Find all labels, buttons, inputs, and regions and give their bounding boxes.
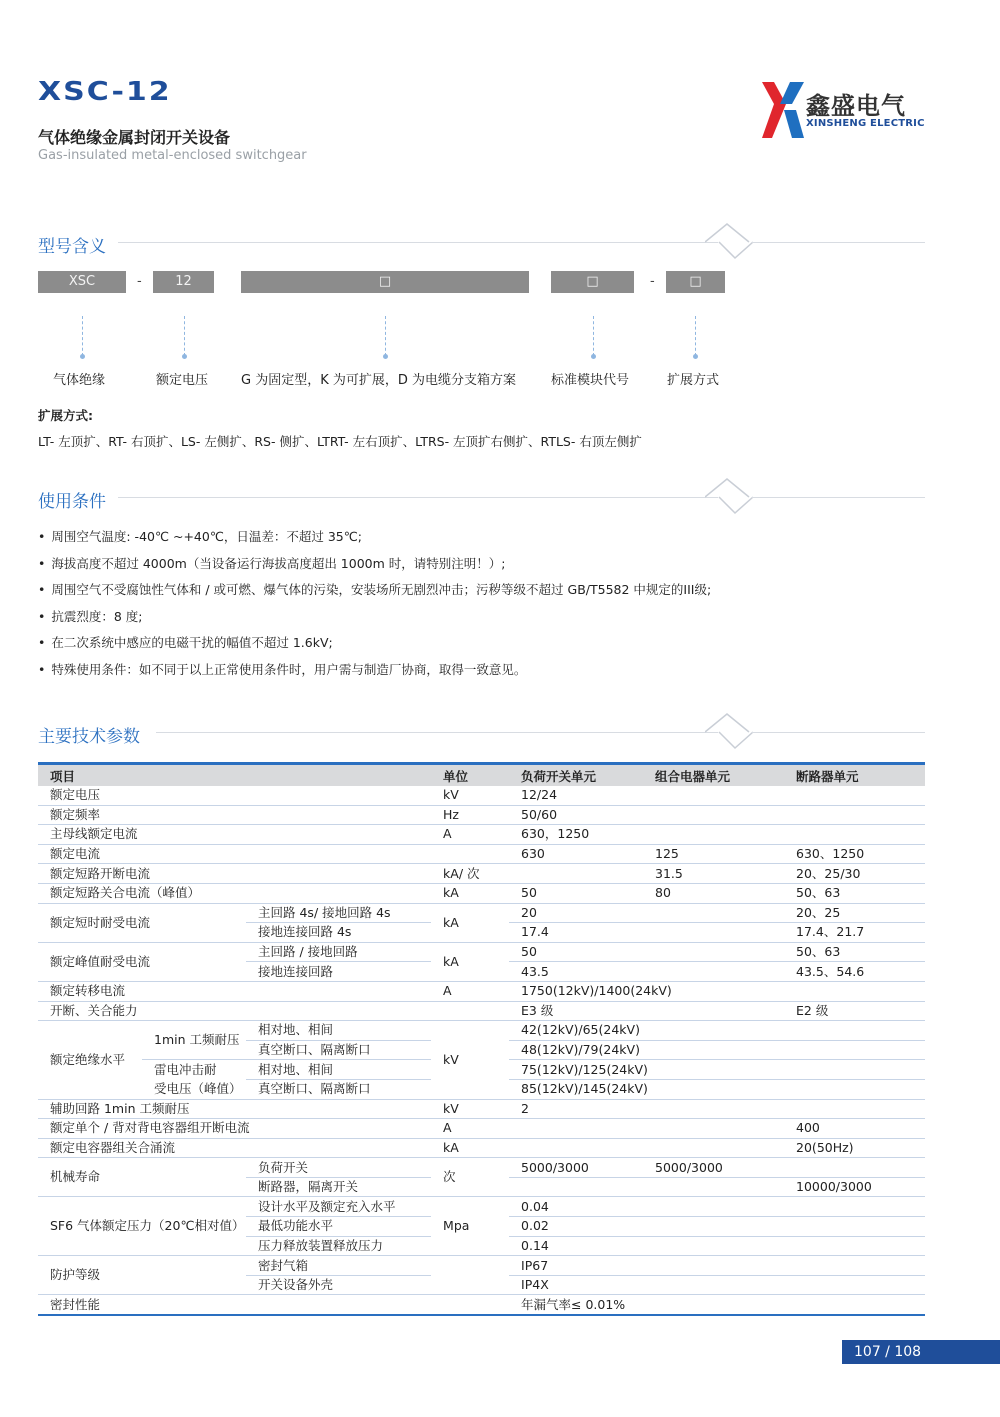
cell: 50、63 [784, 883, 925, 903]
cell [643, 942, 784, 962]
cell: 0.14 [509, 1236, 925, 1256]
extension-text: LT- 左顶扩、RT- 右顶扩、LS- 左侧扩、RS- 侧扩、LTRT- 左右顶扩、LTRS- 左顶扩右侧扩、RTLS- 右顶左侧扩 [38, 434, 642, 449]
cell: 额定短时耐受电流 [38, 903, 246, 942]
cell: 20 [509, 903, 643, 923]
conditions-list [38, 524, 711, 684]
table-row [38, 883, 925, 903]
cell: kA/ 次 [431, 864, 509, 884]
cell: kV [431, 1099, 509, 1119]
table-row [38, 1256, 925, 1276]
model-box-voltage: 12 [153, 271, 214, 293]
connector-line [82, 316, 84, 356]
extension-title: 扩展方式: [38, 408, 93, 423]
cell: 接地连接回路 [246, 962, 431, 982]
cell [643, 1138, 784, 1158]
model-label-extension: 扩展方式 [667, 373, 720, 388]
cell: 最低功能水平 [246, 1217, 431, 1237]
cell: kA [431, 883, 509, 903]
table-row [38, 805, 925, 825]
cell: 压力释放装置释放压力 [246, 1236, 431, 1256]
connector-dot [80, 354, 85, 359]
cell: 防护等级 [38, 1256, 246, 1295]
header-combination: 组合电器单元 [643, 764, 784, 787]
section-divider [752, 242, 925, 243]
table-row [38, 825, 925, 845]
cell: 负荷开关 [246, 1158, 431, 1178]
cell: 1min 工频耐压 [142, 1021, 246, 1060]
cell: 5000/3000 [509, 1158, 643, 1178]
cell [431, 1256, 509, 1295]
cell: 1750(12kV)/1400(24kV) [509, 981, 925, 1001]
cell: 12/24 [509, 786, 925, 805]
cell: 次 [431, 1158, 509, 1197]
cell: 额定频率 [38, 805, 431, 825]
cell: 额定短路关合电流（峰值） [38, 883, 431, 903]
cell [643, 962, 784, 982]
model-label-gas: 气体绝缘 [53, 373, 106, 388]
cell: SF6 气体额定压力（20℃相对值） [38, 1197, 246, 1256]
logo-mark-icon [760, 80, 806, 142]
cell: A [431, 1119, 509, 1139]
header-unit: 单位 [431, 764, 509, 787]
table-row [38, 981, 925, 1001]
section-title-model: 型号含义 [38, 237, 106, 257]
cell: 相对地、相间 [246, 1060, 431, 1080]
cell: 相对地、相间 [246, 1021, 431, 1041]
section-title-params: 主要技术参数 [38, 727, 140, 747]
model-label-type: G 为固定型，K 为可扩展，D 为电缆分支箱方案 [241, 373, 517, 388]
cell [643, 923, 784, 943]
cell: 50 [509, 883, 643, 903]
cell: 20、25 [784, 903, 925, 923]
cell: kA [431, 903, 509, 942]
cell [643, 1001, 784, 1021]
cell: 主母线额定电流 [38, 825, 431, 845]
section-marker-icon [705, 477, 755, 517]
model-box-module: □ [551, 271, 634, 293]
table-row [38, 1021, 925, 1041]
cell: 630、1250 [784, 844, 925, 864]
cell: 设计水平及额定充入水平 [246, 1197, 431, 1217]
table-row [38, 1158, 925, 1178]
table-row [38, 1138, 925, 1158]
cell: 125 [643, 844, 784, 864]
cell: E2 级 [784, 1001, 925, 1021]
connector-line [593, 316, 595, 356]
cell: IP4X [509, 1275, 925, 1295]
cell: 17.4 [509, 923, 643, 943]
cell: 主回路 / 接地回路 [246, 942, 431, 962]
cell: 20(50Hz) [784, 1138, 925, 1158]
section-divider [118, 497, 718, 498]
table-row [38, 1001, 925, 1021]
connector-line [385, 316, 387, 356]
cell: Hz [431, 805, 509, 825]
section-marker-icon [705, 712, 755, 752]
condition-item: • 周围空气不受腐蚀性气体和 / 或可燃、爆气体的污染，安装场所无剧烈冲击；污秽等级不超过 GB/T5582 中规定的III级; [38, 577, 711, 604]
table-row [38, 1119, 925, 1139]
cell: 43.5、54.6 [784, 962, 925, 982]
cell: 雷电冲击耐 [154, 1061, 217, 1077]
header-load-switch: 负荷开关单元 [509, 764, 643, 787]
cell: 20、25/30 [784, 864, 925, 884]
section-divider [752, 732, 925, 733]
table-row [38, 786, 925, 805]
cell: 真空断口、隔离断口 [246, 1079, 431, 1099]
params-table-wrap [38, 762, 925, 1316]
connector-dot [591, 354, 596, 359]
cell: 50、63 [784, 942, 925, 962]
cell: 开断、关合能力 [38, 1001, 431, 1021]
cell: 额定短路开断电流 [38, 864, 431, 884]
cell: 48(12kV)/79(24kV) [509, 1040, 925, 1060]
table-row [38, 1295, 925, 1315]
cell: A [431, 825, 509, 845]
cell: 0.02 [509, 1217, 925, 1237]
cell: 400 [784, 1119, 925, 1139]
cell [509, 1138, 643, 1158]
section-marker-icon [705, 222, 755, 262]
table-row [38, 942, 925, 962]
model-dash: - [650, 274, 655, 289]
cell: 额定转移电流 [38, 981, 431, 1001]
title-en: Gas-insulated metal-enclosed switchgear [38, 148, 307, 163]
cell: 接地连接回路 4s [246, 923, 431, 943]
cell [643, 903, 784, 923]
connector-line [184, 316, 186, 356]
model-dash: - [137, 274, 142, 289]
cell: 年漏气率≤ 0.01% [509, 1295, 925, 1315]
cell [509, 864, 643, 884]
condition-item: • 抗震烈度：8 度; [38, 604, 711, 631]
connector-line [695, 316, 697, 356]
condition-item: • 周围空气温度: -40℃ ~+40℃，日温差：不超过 35℃; [38, 524, 711, 551]
cell [431, 844, 509, 864]
cell: 额定电容器组关合涌流 [38, 1138, 431, 1158]
cell: kV [431, 1021, 509, 1099]
cell: 密封气箱 [246, 1256, 431, 1276]
cell: kV [431, 786, 509, 805]
cell: Mpa [431, 1197, 509, 1256]
cell: 43.5 [509, 962, 643, 982]
cell: 受电压（峰值） [142, 1079, 246, 1099]
cell: 50 [509, 942, 643, 962]
cell [431, 1295, 509, 1315]
table-row [38, 1099, 925, 1119]
params-table [38, 762, 925, 1316]
cell: 75(12kV)/125(24kV) [509, 1060, 925, 1080]
section-title-conditions: 使用条件 [38, 492, 106, 512]
cell [784, 1158, 925, 1178]
connector-dot [383, 354, 388, 359]
table-header-row [38, 764, 925, 787]
cell: 80 [643, 883, 784, 903]
cell: 5000/3000 [643, 1158, 784, 1178]
cell: 额定单个 / 背对背电容器组开断电流 [38, 1119, 431, 1139]
cell: 630 [509, 844, 643, 864]
cell: 17.4、21.7 [784, 923, 925, 943]
table-row [38, 1197, 925, 1217]
cell: E3 级 [509, 1001, 643, 1021]
page-number: 107 / 108 [842, 1340, 1000, 1364]
model-label-voltage: 额定电压 [156, 373, 209, 388]
cell: 31.5 [643, 864, 784, 884]
cell: 额定电压 [38, 786, 431, 805]
section-divider [118, 242, 718, 243]
section-divider [156, 732, 718, 733]
cell: 630，1250 [509, 825, 925, 845]
table-row [38, 903, 925, 923]
header-item: 项目 [38, 764, 431, 787]
cell: 辅助回路 1min 工频耐压 [38, 1099, 431, 1119]
cell: 真空断口、隔离断口 [246, 1040, 431, 1060]
model-code: XSC-12 [38, 77, 172, 107]
cell: 42(12kV)/65(24kV) [509, 1021, 925, 1041]
cell: IP67 [509, 1256, 925, 1276]
cell: 主回路 4s/ 接地回路 4s [246, 903, 431, 923]
cell: kA [431, 1138, 509, 1158]
cell [431, 1001, 509, 1021]
cell: 85(12kV)/145(24kV) [509, 1079, 925, 1099]
cell: 10000/3000 [784, 1177, 925, 1197]
cell: 机械寿命 [38, 1158, 246, 1197]
cell [509, 1177, 643, 1197]
model-box-extension: □ [666, 271, 725, 293]
cell: 断路器，隔离开关 [246, 1177, 431, 1197]
model-label-module: 标准模块代号 [551, 373, 630, 388]
cell: 额定绝缘水平 [38, 1021, 142, 1099]
table-row [38, 844, 925, 864]
model-box-type: □ [241, 271, 529, 293]
section-divider [752, 497, 925, 498]
cell: 额定电流 [38, 844, 431, 864]
cell: 0.04 [509, 1197, 925, 1217]
header-breaker: 断路器单元 [784, 764, 925, 787]
condition-item: • 在二次系统中感应的电磁干扰的幅值不超过 1.6kV; [38, 630, 711, 657]
cell: 50/60 [509, 805, 925, 825]
cell: 2 [509, 1099, 925, 1119]
connector-dot [182, 354, 187, 359]
cell [643, 1119, 784, 1139]
logo-text-en: XINSHENG ELECTRIC [806, 118, 925, 129]
cell: A [431, 981, 509, 1001]
logo-text-cn: 鑫盛电气 [806, 92, 906, 120]
model-box-xsc: XSC [38, 271, 126, 293]
cell: kA [431, 942, 509, 981]
cell: 密封性能 [38, 1295, 431, 1315]
cell [643, 1177, 784, 1197]
cell [509, 1119, 643, 1139]
cell: 额定峰值耐受电流 [38, 942, 246, 981]
condition-item: • 海拔高度不超过 4000m（当设备运行海拔高度超出 1000m 时，请特别注明！）; [38, 551, 711, 578]
table-row [38, 864, 925, 884]
cell: 开关设备外壳 [246, 1275, 431, 1295]
condition-item: • 特殊使用条件：如不同于以上正常使用条件时，用户需与制造厂协商，取得一致意见。 [38, 657, 711, 684]
connector-dot [693, 354, 698, 359]
title-cn: 气体绝缘金属封闭开关设备 [38, 128, 231, 147]
